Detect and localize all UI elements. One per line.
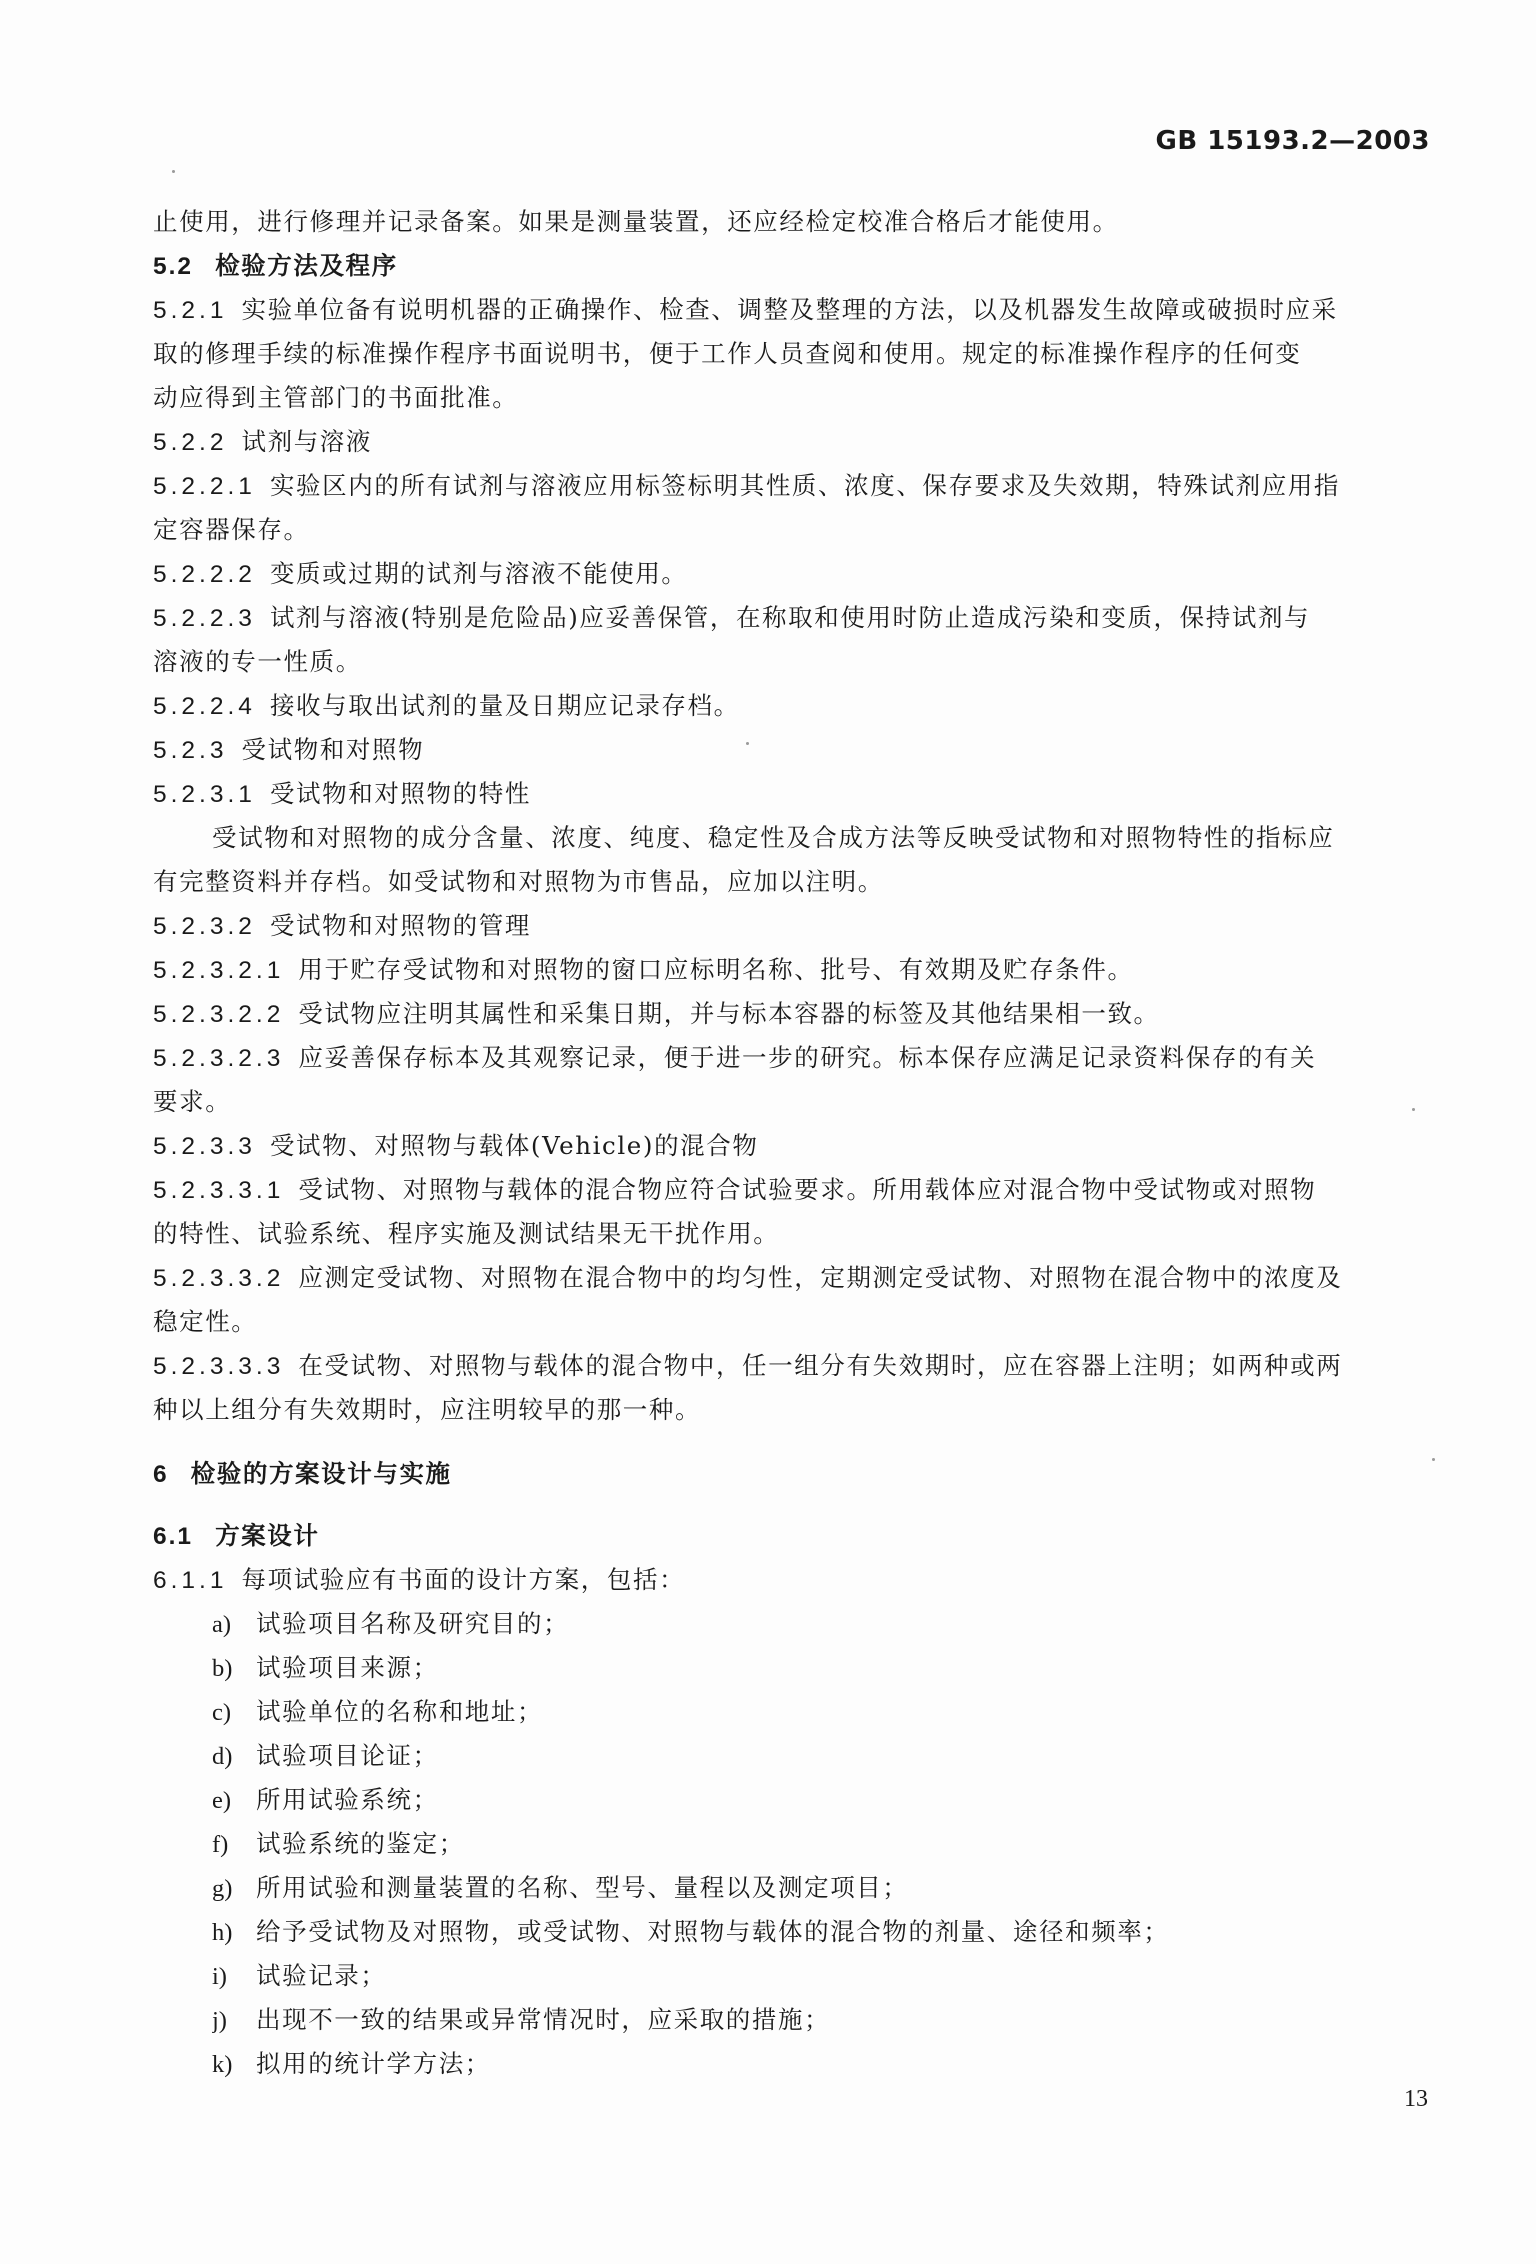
paragraph-line: 动应得到主管部门的书面批准。 <box>153 383 519 412</box>
clause-5-2-3-3: 5.2.3.3 受试物、对照物与载体(Vehicle)的混合物 <box>153 1131 759 1160</box>
list-item: h) 给予受试物及对照物，或受试物、对照物与载体的混合物的剂量、途径和频率； <box>212 1917 1170 1946</box>
clause-5-2-3-2-1: 5.2.3.2.1 用于贮存受试物和对照物的窗口应标明名称、批号、有效期及贮存条件。 <box>153 955 1134 984</box>
page-number: 13 <box>1404 2086 1428 2112</box>
list-item: f) 试验系统的鉴定； <box>212 1829 465 1858</box>
list-item: b) 试验项目来源； <box>212 1653 439 1682</box>
paragraph-line: 有完整资料并存档。如受试物和对照物为市售品，应加以注明。 <box>153 867 884 896</box>
scan-speck <box>172 170 175 173</box>
list-item: e) 所用试验系统； <box>212 1785 439 1814</box>
clause-5-2-2-2: 5.2.2.2 变质或过期的试剂与溶液不能使用。 <box>153 559 688 588</box>
paragraph-line: 溶液的专一性质。 <box>153 647 362 676</box>
list-item: k) 拟用的统计学方法； <box>212 2049 491 2078</box>
clause-6-1-1: 6.1.1 每项试验应有书面的设计方案，包括： <box>153 1565 686 1594</box>
clause-5-2-3-2-2: 5.2.3.2.2 受试物应注明其属性和采集日期，并与标本容器的标签及其他结果相一致。 <box>153 999 1160 1028</box>
clause-5-2-2-3: 5.2.2.3 试剂与溶液(特别是危险品)应妥善保管，在称取和使用时防止造成污染和变质，保持试剂与 <box>153 603 1311 632</box>
clause-5-2-3-2-3: 5.2.3.2.3 应妥善保存标本及其观察记录，便于进一步的研究。标本保存应满足记录资料保存的有关 <box>153 1043 1317 1072</box>
paragraph-line: 稳定性。 <box>153 1307 258 1336</box>
list-item: g) 所用试验和测量装置的名称、型号、量程以及测定项目； <box>212 1873 909 1902</box>
list-item: c) 试验单位的名称和地址； <box>212 1697 544 1726</box>
list-item: d) 试验项目论证； <box>212 1741 439 1770</box>
section-heading-6: 6 检验的方案设计与实施 <box>153 1459 452 1488</box>
section-heading-6-1: 6.1 方案设计 <box>153 1521 320 1550</box>
clause-5-2-2: 5.2.2 试剂与溶液 <box>153 427 372 456</box>
paragraph-line: 的特性、试验系统、程序实施及测试结果无干扰作用。 <box>153 1219 780 1248</box>
paragraph-line: 定容器保存。 <box>153 515 310 544</box>
paragraph-line: 要求。 <box>153 1087 232 1116</box>
clause-5-2-3-3-2: 5.2.3.3.2 应测定受试物、对照物在混合物中的均匀性，定期测定受试物、对照物在混合物中的浓度及 <box>153 1263 1343 1292</box>
standard-code: GB 15193.2—2003 <box>1155 126 1430 156</box>
clause-5-2-3: 5.2.3 受试物和对照物 <box>153 735 425 764</box>
clause-5-2-3-3-1: 5.2.3.3.1 受试物、对照物与载体的混合物应符合试验要求。所用载体应对混合物中受试物或对照物 <box>153 1175 1317 1204</box>
paragraph-line: 种以上组分有失效期时，应注明较早的那一种。 <box>153 1395 702 1424</box>
paragraph-line: 止使用，进行修理并记录备案。如果是测量装置，还应经检定校准合格后才能使用。 <box>153 207 1119 236</box>
clause-5-2-2-4: 5.2.2.4 接收与取出试剂的量及日期应记录存档。 <box>153 691 740 720</box>
clause-5-2-3-2: 5.2.3.2 受试物和对照物的管理 <box>153 911 531 940</box>
clause-5-2-1: 5.2.1 实验单位备有说明机器的正确操作、检查、调整及整理的方法，以及机器发生故障或破损时应采 <box>153 295 1338 324</box>
clause-5-2-3-3-3: 5.2.3.3.3 在受试物、对照物与载体的混合物中，任一组分有失效期时，应在容器上注明；如两种或两 <box>153 1351 1343 1380</box>
list-item: i) 试验记录； <box>212 1961 387 1990</box>
paragraph-line: 取的修理手续的标准操作程序书面说明书，便于工作人员查阅和使用。规定的标准操作程序的任何变 <box>153 339 1302 368</box>
list-item: j) 出现不一致的结果或异常情况时，应采取的措施； <box>212 2005 831 2034</box>
section-heading-5-2: 5.2 检验方法及程序 <box>153 251 398 280</box>
clause-5-2-3-1: 5.2.3.1 受试物和对照物的特性 <box>153 779 531 808</box>
list-item: a) 试验项目名称及研究目的； <box>212 1609 570 1638</box>
paragraph-line: 受试物和对照物的成分含量、浓度、纯度、稳定性及合成方法等反映受试物和对照物特性的指标应 <box>212 823 1335 852</box>
clause-5-2-2-1: 5.2.2.1 实验区内的所有试剂与溶液应用标签标明其性质、浓度、保存要求及失效期，特殊试剂应用指 <box>153 471 1341 500</box>
